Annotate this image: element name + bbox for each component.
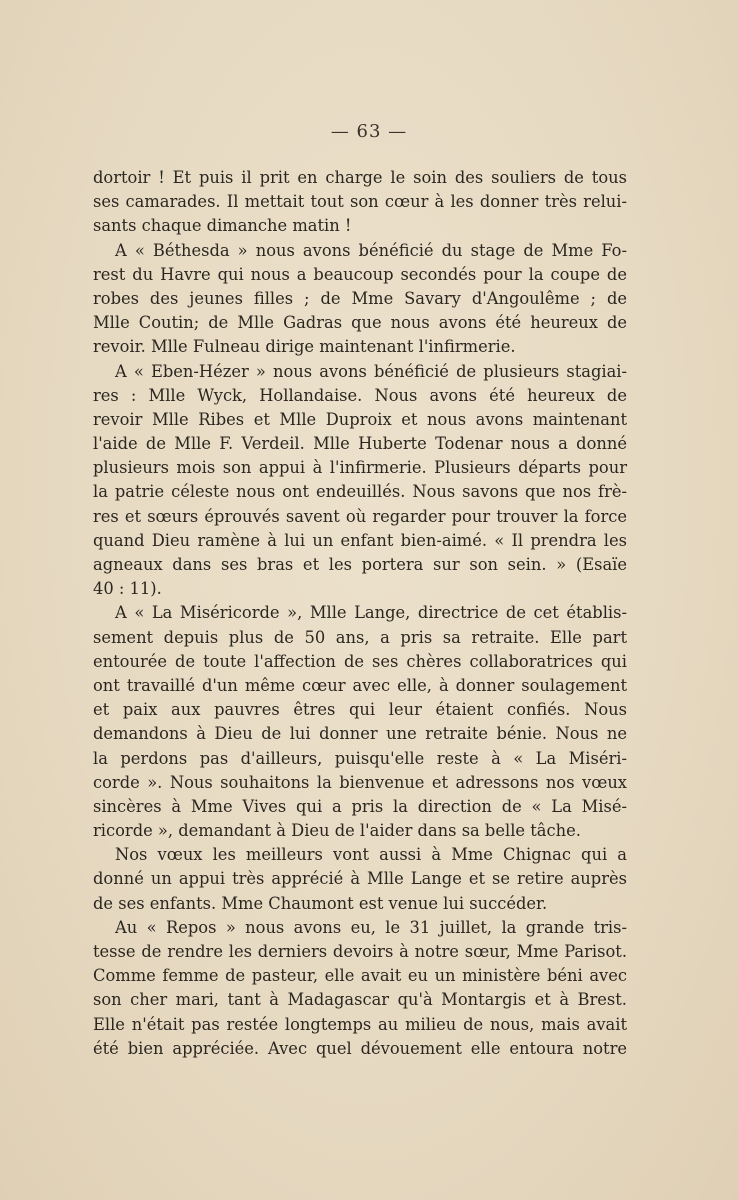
text-line: robes des jeunes filles ; de Mme Savary d'Angoulême ; de [93,288,627,308]
text-line: dortoir ! Et puis il prit en charge le soin des souliers de tous [93,168,627,187]
text-line: 40 : 11). [93,579,162,599]
text-line: Elle n'était pas restée longtemps au milieu de nous, mais avait [93,1014,627,1034]
text-line: la perdons pas d'ailleurs, puisqu'elle reste à « La Miséri- [93,748,627,768]
text-line: res : Mlle Wyck, Hollandaise. Nous avons été heureux de [93,385,627,405]
text-line: plusieurs mois son appui à l'infirmerie. Plusieurs départs pour [93,458,627,478]
text-line: de ses enfants. Mme Chaumont est venue lui succéder. [93,893,548,913]
text-line: sement depuis plus de 50 ans, a pris sa retraite. Elle part [93,627,627,647]
text-line: A « Béthesda » nous avons bénéficié du stage de Mme Fo- [115,240,627,260]
text-line: tesse de rendre les derniers devoirs à notre sœur, Mme Parisot. [93,942,627,961]
text-line: Comme femme de pasteur, elle avait eu un ministère béni avec [93,966,627,986]
text-line: son cher mari, tant à Madagascar qu'à Montargis et à Brest. [93,990,627,1010]
page-number: — 63 — [330,121,408,142]
text-line: res et sœurs éprouvés savent où regarder pour trouver la force [93,506,627,526]
text-line: corde ». Nous souhaitons la bienvenue et adressons nos vœux [93,772,627,792]
text-line: ricorde », demandant à Dieu de l'aider dans sa belle tâche. [93,821,581,841]
text-line: quand Dieu ramène à lui un enfant bien-aimé. « Il prendra les [93,530,627,550]
text-line: A « Eben-Hézer » nous avons bénéficié de plusieurs stagiai- [115,361,627,381]
text-line: rest du Havre qui nous a beaucoup secondés pour la coupe de [93,264,627,284]
text-line: Nos vœux les meilleurs vont aussi à Mme Chignac qui a [115,845,627,865]
body-text [93,166,627,1061]
text-line: l'aide de Mlle F. Verdeil. Mlle Huberte Todenar nous a donné [93,434,627,454]
text-line: été bien appréciée. Avec quel dévouement elle entoura notre [93,1038,627,1058]
text-line: revoir Mlle Ribes et Mlle Duproix et nous avons maintenant [93,409,627,429]
text-line: Au « Repos » nous avons eu, le 31 juillet, la grande tris- [115,917,627,937]
text-line: Mlle Coutin; de Mlle Gadras que nous avons été heureux de [93,313,627,333]
text-line: donné un appui très apprécié à Mlle Lange et se retire auprès [93,869,627,889]
text-line: et paix aux pauvres êtres qui leur étaient confiés. Nous [93,700,627,720]
text-line: sants chaque dimanche matin ! [93,216,352,236]
text-line: ses camarades. Il mettait tout son cœur à les donner très relui- [93,192,627,212]
text-line: demandons à Dieu de lui donner une retraite bénie. Nous ne [93,724,627,744]
text-line: revoir. Mlle Fulneau dirige maintenant l'infirmerie. [93,337,516,357]
text-line: la patrie céleste nous ont endeuillés. Nous savons que nos frè- [93,482,627,502]
text-line: sincères à Mme Vives qui a pris la direction de « La Misé- [93,796,627,816]
text-line: A « La Miséricorde », Mlle Lange, directrice de cet établis- [115,603,627,623]
text-line: entourée de toute l'affection de ses chères collaboratrices qui [93,651,627,671]
text-line: agneaux dans ses bras et les portera sur son sein. » (Esaïe [93,555,627,574]
text-line: ont travaillé d'un même cœur avec elle, à donner soulagement [93,675,627,695]
